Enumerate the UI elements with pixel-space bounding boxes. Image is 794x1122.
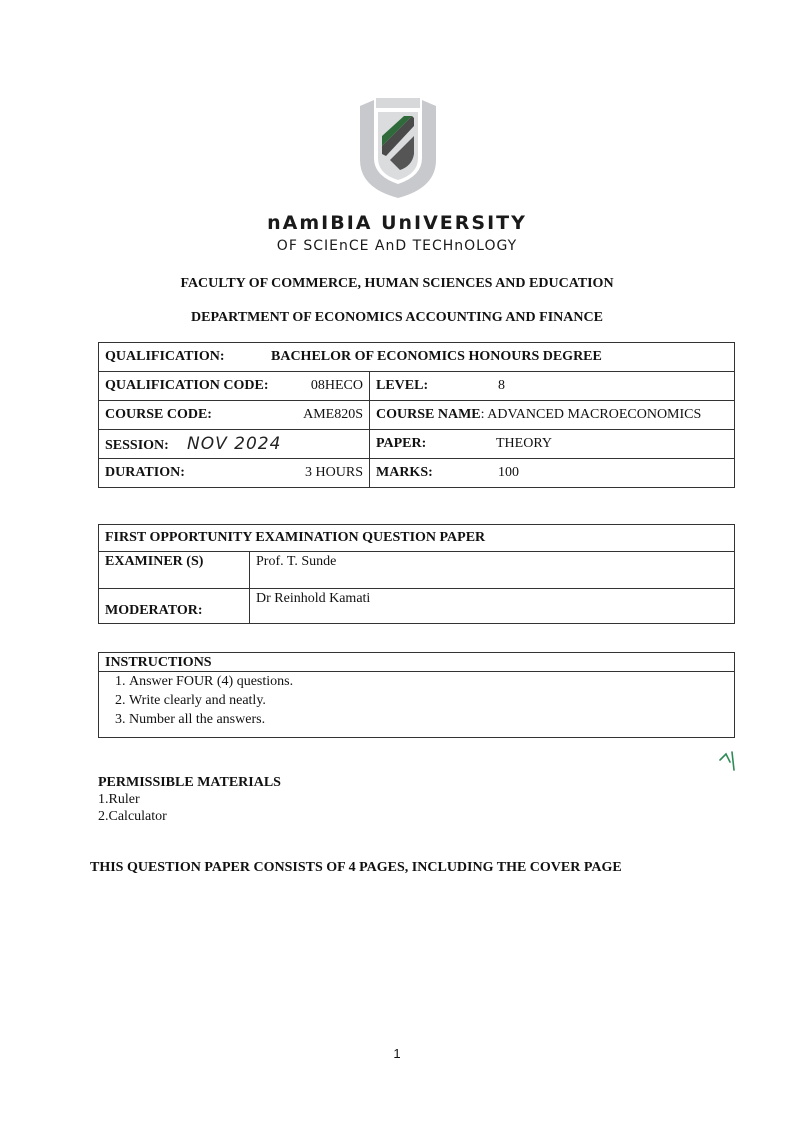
course-code-cell xyxy=(99,401,370,430)
level-value: 8 xyxy=(498,378,505,393)
course-name-value: : ADVANCED MACROECONOMICS xyxy=(480,407,702,422)
faculty-heading: FACULTY OF COMMERCE, HUMAN SCIENCES AND EDUCATION xyxy=(180,276,614,291)
qualification-code-cell xyxy=(99,372,370,401)
course-details-table xyxy=(98,342,735,488)
course-name-cell xyxy=(370,401,735,430)
moderator-value: Dr Reinhold Kamati xyxy=(250,589,735,624)
session-value-handwritten: NOV 2024 xyxy=(187,434,282,454)
exam-title: FIRST OPPORTUNITY EXAMINATION QUESTION PAPER xyxy=(99,525,735,552)
course-code-label: COURSE CODE: xyxy=(105,407,212,422)
level-label: LEVEL: xyxy=(376,378,429,393)
paper-value: THEORY xyxy=(496,436,552,451)
examiner-value: Prof. T. Sunde xyxy=(250,552,735,589)
examiner-label: EXAMINER (S) xyxy=(99,552,250,589)
duration-cell xyxy=(99,459,370,488)
handwritten-tick-icon xyxy=(718,750,740,772)
university-logo xyxy=(354,96,442,200)
duration-value: 3 HOURS xyxy=(305,465,363,480)
duration-label: DURATION: xyxy=(105,465,185,480)
marks-cell xyxy=(370,459,735,488)
session-cell xyxy=(99,430,370,459)
instruction-item: 2. Write clearly and neatly. xyxy=(129,691,734,710)
qualification-code-label: QUALIFICATION CODE: xyxy=(105,378,269,393)
qualification-row xyxy=(99,343,735,372)
instructions-title: INSTRUCTIONS xyxy=(99,653,734,672)
qualification-label: QUALIFICATION: xyxy=(105,349,225,364)
course-code-value: AME820S xyxy=(303,407,363,422)
page-count-note: THIS QUESTION PAPER CONSISTS OF 4 PAGES, INCLUDING THE COVER PAGE xyxy=(90,860,622,875)
exam-paper-table xyxy=(98,524,735,624)
instructions-list xyxy=(99,672,734,729)
paper-cell xyxy=(370,430,735,459)
materials-title: PERMISSIBLE MATERIALS xyxy=(98,775,281,790)
instructions-box xyxy=(98,652,735,738)
university-subtitle: OF SCIEnCE AnD TECHnOLOGY xyxy=(276,238,518,254)
instruction-item: 1. Answer FOUR (4) questions. xyxy=(129,672,734,691)
material-item: 2.Calculator xyxy=(98,809,167,824)
moderator-label: MODERATOR: xyxy=(99,589,250,624)
session-label: SESSION: xyxy=(105,438,169,453)
marks-value: 100 xyxy=(498,465,519,480)
instruction-item: 3. Number all the answers. xyxy=(129,710,734,729)
course-name-label: COURSE NAME xyxy=(376,407,481,422)
department-heading: DEPARTMENT OF ECONOMICS ACCOUNTING AND FINANCE xyxy=(191,310,603,325)
paper-label: PAPER: xyxy=(376,436,427,451)
level-cell xyxy=(370,372,735,401)
page-number: 1 xyxy=(393,1046,401,1061)
marks-label: MARKS: xyxy=(376,465,433,480)
permissible-materials xyxy=(98,774,281,825)
qualification-code-value: 08HECO xyxy=(310,378,363,393)
university-name: nAmIBIA UnIVERSITY xyxy=(267,212,527,234)
qualification-value: BACHELOR OF ECONOMICS HONOURS DEGREE xyxy=(271,349,602,364)
material-item: 1.Ruler xyxy=(98,792,140,807)
